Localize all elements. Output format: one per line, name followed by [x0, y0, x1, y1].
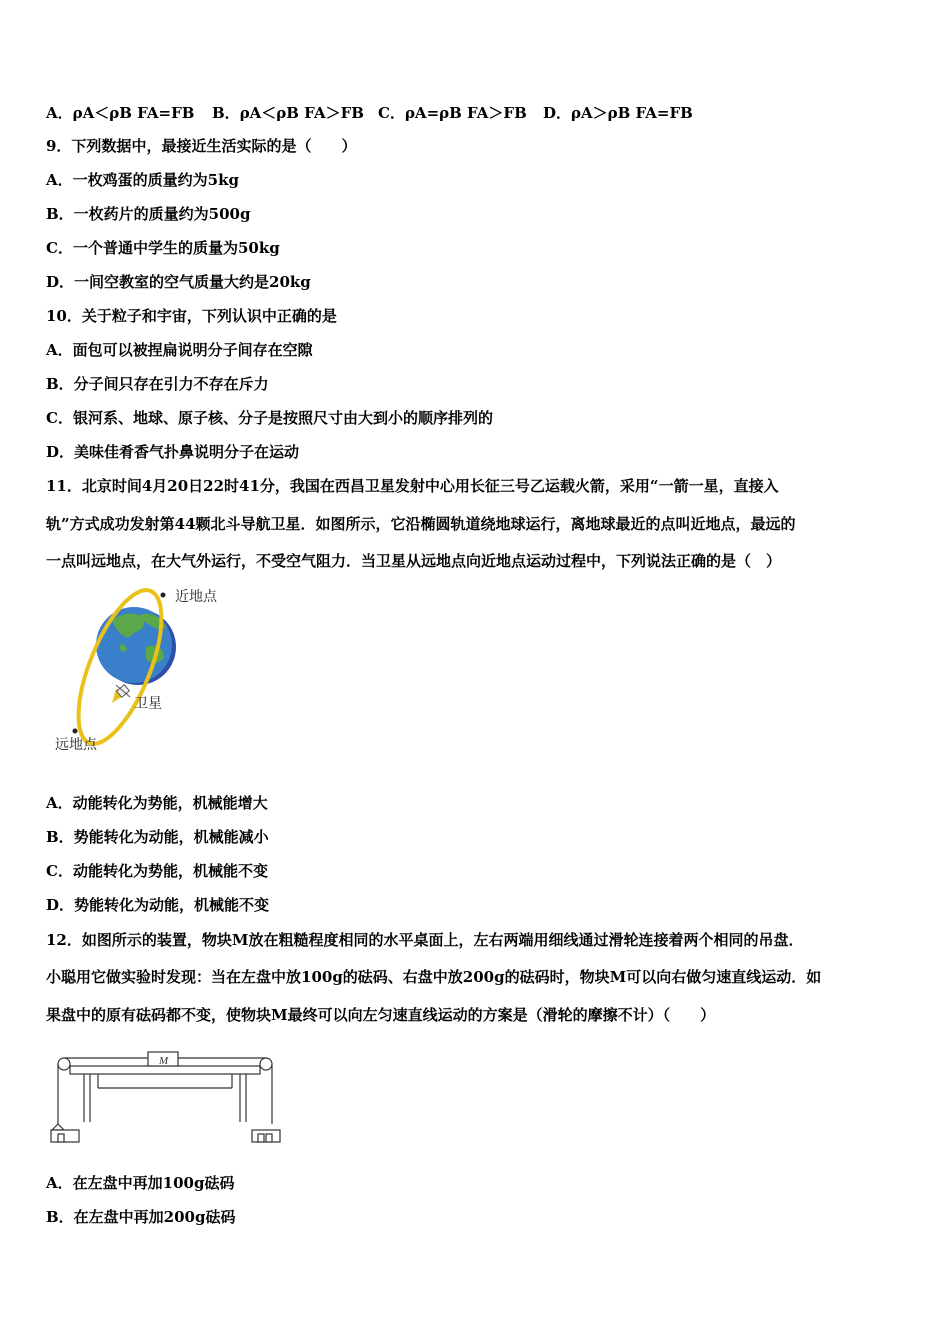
q11-option-c: C．动能转化为势能，机械能不变 [46, 862, 268, 880]
q8-option-a-text: ρA＜ρB FA=FB [72, 104, 195, 122]
left-pan [51, 1130, 79, 1142]
q10-option-a: A．面包可以被捏扁说明分子间存在空隙 [46, 341, 313, 359]
q9-option-a: A．一枚鸡蛋的质量约为5kg [46, 171, 239, 189]
q9-stem: 9．下列数据中，最接近生活实际的是（ ） [46, 137, 357, 155]
q8-option-c: C．ρA=ρB FA＞FB [378, 104, 527, 122]
right-weight-icon-2 [266, 1134, 272, 1142]
q11-option-b: B．势能转化为动能，机械能减小 [46, 828, 269, 846]
q8-option-b-text: ρA＜ρB FA＞FB [239, 104, 364, 122]
q8-option-a: A．ρA＜ρB FA=FB [46, 104, 195, 122]
q8-option-d: D．ρA＞ρB FA=FB [543, 104, 693, 122]
q12-stem-line-1: 12．如图所示的装置，物块M放在粗糙程度相同的水平桌面上，左右两端用细线通过滑轮连接着两个相同的吊盘． [46, 931, 804, 949]
perigee-point [161, 593, 166, 598]
right-weight-icon [258, 1134, 264, 1142]
satellite-label: 卫星 [134, 695, 162, 711]
pulley-table-figure [48, 1046, 283, 1148]
satellite-orbit-figure [50, 585, 240, 760]
q10-option-c: C．银河系、地球、原子核、分子是按照尺寸由大到小的顺序排列的 [46, 409, 493, 427]
apogee-label: 远地点 [55, 736, 97, 752]
q11-option-d: D．势能转化为动能，机械能不变 [46, 896, 270, 914]
q8-option-d-text: ρA＞ρB FA=FB [571, 104, 693, 122]
left-pulley-icon [58, 1058, 70, 1070]
q10-option-b: B．分子间只存在引力不存在斥力 [46, 375, 269, 393]
q9-option-d: D．一间空教室的空气质量大约是20kg [46, 273, 311, 291]
q12-stem-line-3: 果盘中的原有砝码都不变，使物块M最终可以向左匀速直线运动的方案是（滑轮的摩擦不计）（ ） [46, 1006, 716, 1024]
q11-stem-line-2: 轨”方式成功发射第44颗北斗导航卫星．如图所示，它沿椭圆轨道绕地球运行，离地球最近的点叫近地点，最远的 [46, 515, 796, 533]
q10-option-d: D．美味佳肴香气扑鼻说明分子在运动 [46, 443, 300, 461]
left-weight-icon [58, 1134, 64, 1142]
q9-option-b: B．一枚药片的质量约为500g [46, 205, 251, 223]
table-top [70, 1066, 260, 1074]
perigee-label: 近地点 [175, 588, 217, 604]
q11-stem-line-3: 一点叫远地点，在大气外运行，不受空气阻力．当卫星从远地点向近地点运动过程中，下列说法正确的是（ ） [46, 552, 782, 570]
right-pulley-icon [260, 1058, 272, 1070]
block-m-label: M [159, 1055, 169, 1067]
q11-option-a: A．动能转化为势能，机械能增大 [46, 794, 268, 812]
q12-stem-line-2: 小聪用它做实验时发现：当在左盘中放100g的砝码、右盘中放200g的砝码时，物块M可以向右做匀速直线运动．如 [46, 968, 822, 986]
q9-option-c: C．一个普通中学生的质量为50kg [46, 239, 280, 257]
q12-option-b: B．在左盘中再加200g砝码 [46, 1208, 236, 1226]
q12-option-a: A．在左盘中再加100g砝码 [46, 1174, 235, 1192]
apogee-point [73, 729, 78, 734]
q8-option-c-text: ρA=ρB FA＞FB [404, 104, 527, 122]
q10-stem: 10．关于粒子和宇宙，下列认识中正确的是 [46, 307, 337, 325]
q11-stem-line-1: 11．北京时间4月20日22时41分，我国在西昌卫星发射中心用长征三号乙运载火箭，采用“一箭一星，直接入 [46, 477, 779, 495]
q8-option-b: B．ρA＜ρB FA＞FB [212, 104, 364, 122]
